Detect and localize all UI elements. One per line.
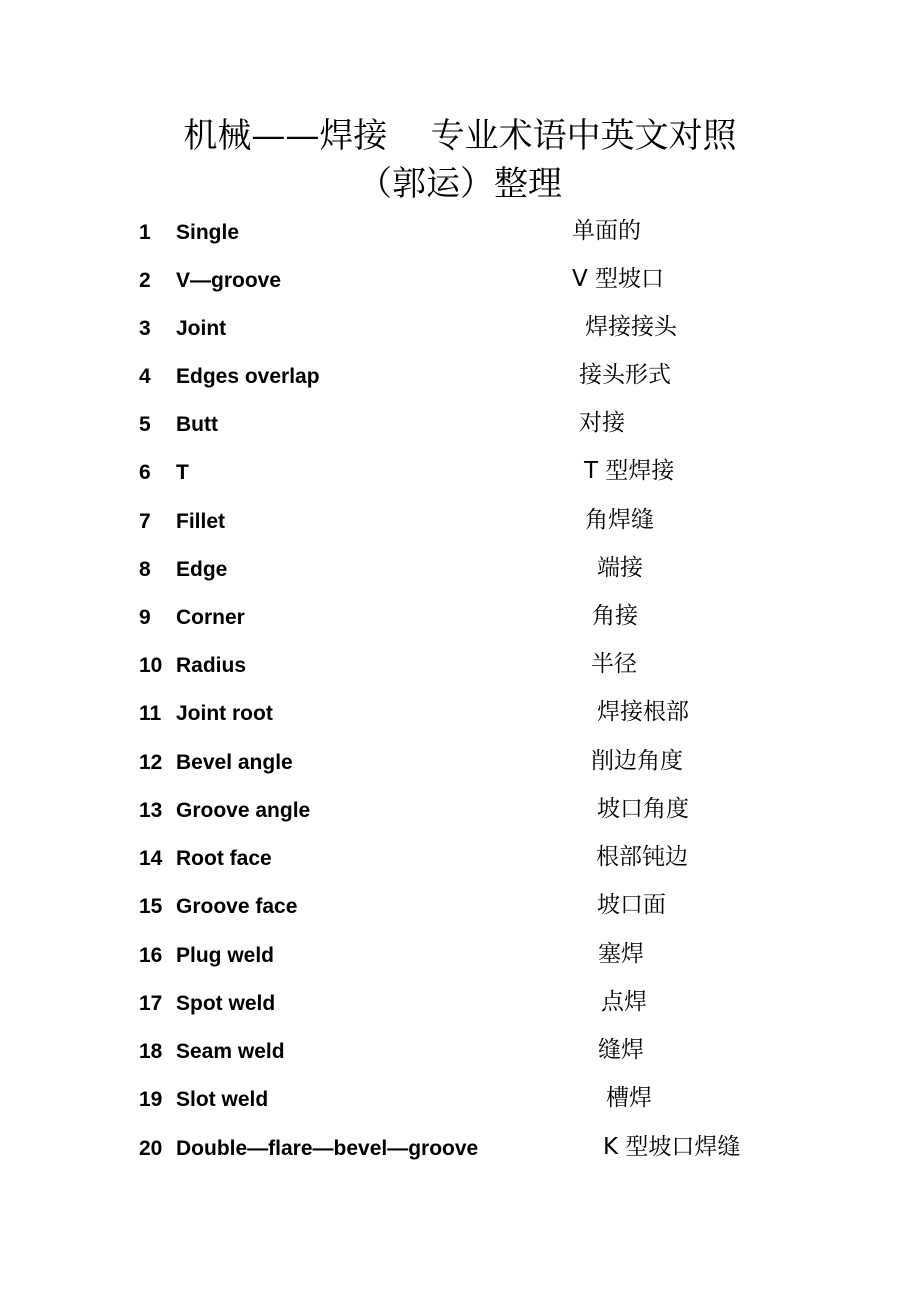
term-chinese: T 型焊接 — [584, 458, 675, 484]
term-chinese: V 型坡口 — [572, 266, 665, 292]
term-row — [0, 887, 920, 927]
term-chinese: 坡口角度 — [597, 796, 689, 822]
term-chinese: K 型坡口焊缝 — [603, 1134, 741, 1160]
term-row — [0, 357, 920, 397]
term-row — [0, 550, 920, 590]
term-row — [0, 984, 920, 1024]
term-english: Slot weld — [176, 1088, 269, 1111]
term-english: Joint root — [176, 702, 273, 725]
term-english: Fillet — [176, 510, 226, 533]
term-number: 7 — [139, 510, 151, 533]
term-chinese: 半径 — [591, 651, 637, 677]
term-english: Groove face — [176, 895, 298, 918]
term-english: Spot weld — [176, 992, 276, 1015]
term-number: 6 — [139, 461, 151, 484]
term-english: Edge — [176, 558, 228, 581]
term-row — [0, 453, 920, 493]
term-english: Root face — [176, 847, 272, 870]
term-row — [0, 839, 920, 879]
term-number: 19 — [139, 1088, 163, 1111]
term-number: 13 — [139, 799, 163, 822]
term-chinese: 槽焊 — [606, 1085, 652, 1111]
term-number: 15 — [139, 895, 163, 918]
term-chinese: 缝焊 — [598, 1037, 644, 1063]
term-number: 12 — [139, 751, 163, 774]
term-number: 3 — [139, 317, 151, 340]
page-title: 机械——焊接 专业术语中英文对照 — [183, 116, 737, 156]
term-english: Edges overlap — [176, 365, 320, 388]
term-chinese: 单面的 — [572, 218, 641, 244]
term-english: Seam weld — [176, 1040, 285, 1063]
term-english: Butt — [176, 413, 218, 436]
term-english: V—groove — [176, 269, 282, 292]
term-chinese: 削边角度 — [591, 748, 683, 774]
term-number: 5 — [139, 413, 151, 436]
term-chinese: 角焊缝 — [585, 507, 654, 533]
term-number: 9 — [139, 606, 151, 629]
term-number: 2 — [139, 269, 151, 292]
page-subtitle: （郭运）整理 — [358, 164, 562, 204]
term-english: Plug weld — [176, 944, 275, 967]
term-chinese: 塞焊 — [598, 941, 644, 967]
term-english: Joint — [176, 317, 227, 340]
term-english: Groove angle — [176, 799, 311, 822]
term-number: 14 — [139, 847, 163, 870]
term-row — [0, 261, 920, 301]
term-row — [0, 1032, 920, 1072]
term-row — [0, 791, 920, 831]
term-number: 4 — [139, 365, 151, 388]
term-row — [0, 936, 920, 976]
term-chinese: 接头形式 — [579, 362, 671, 388]
term-row — [0, 743, 920, 783]
term-number: 20 — [139, 1137, 163, 1160]
term-chinese: 焊接接头 — [585, 314, 677, 340]
term-chinese: 端接 — [597, 555, 643, 581]
term-english: Bevel angle — [176, 751, 293, 774]
term-chinese: 坡口面 — [597, 892, 666, 918]
term-english: Single — [176, 221, 240, 244]
term-row — [0, 646, 920, 686]
term-row — [0, 405, 920, 445]
term-row — [0, 598, 920, 638]
term-chinese: 点焊 — [601, 989, 647, 1015]
term-row — [0, 502, 920, 542]
term-row — [0, 694, 920, 734]
term-row — [0, 1129, 920, 1169]
term-number: 8 — [139, 558, 151, 581]
term-english: Radius — [176, 654, 247, 677]
term-number: 1 — [139, 221, 151, 244]
term-row — [0, 213, 920, 253]
term-number: 11 — [139, 702, 162, 725]
term-chinese: 焊接根部 — [597, 699, 689, 725]
term-english: T — [176, 461, 189, 484]
term-number: 18 — [139, 1040, 163, 1063]
term-number: 16 — [139, 944, 163, 967]
term-english: Double—flare—bevel—groove — [176, 1137, 479, 1160]
term-row — [0, 1080, 920, 1120]
term-chinese: 角接 — [592, 603, 638, 629]
term-number: 10 — [139, 654, 163, 677]
term-chinese: 对接 — [579, 410, 625, 436]
term-number: 17 — [139, 992, 163, 1015]
term-chinese: 根部钝边 — [596, 844, 688, 870]
term-row — [0, 309, 920, 349]
term-english: Corner — [176, 606, 245, 629]
